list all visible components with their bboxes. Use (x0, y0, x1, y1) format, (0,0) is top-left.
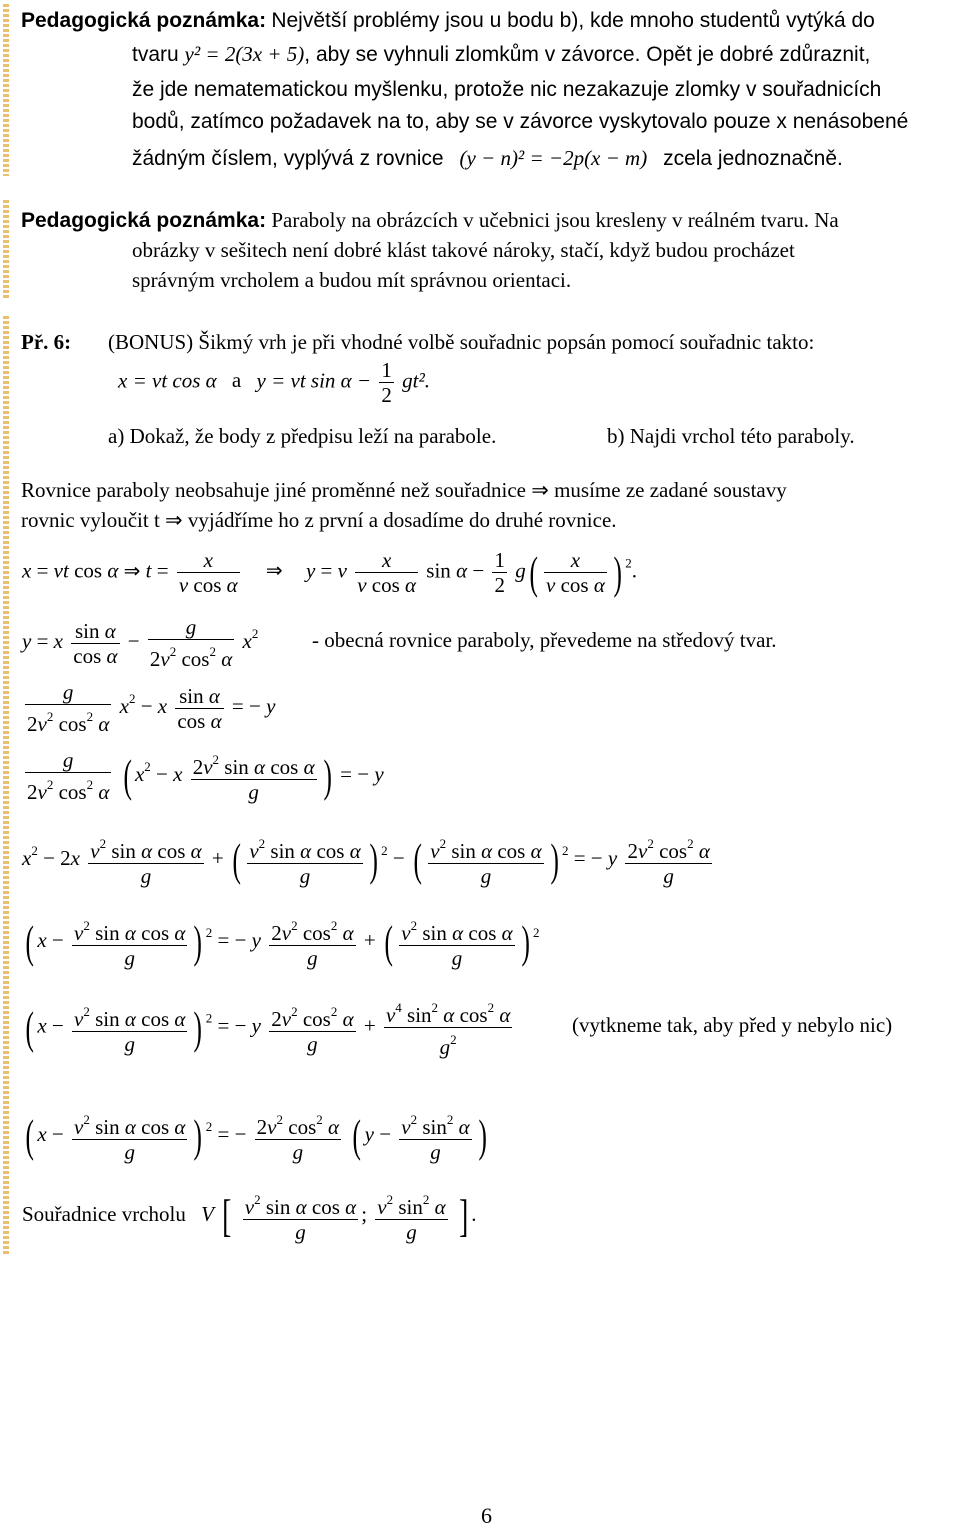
vertex-line: Souřadnice vrcholu V [ $\frac{v^2 \sin \alpha \cos \alpha}{g}$ ; $\frac{v^2 \sin^2 \alpha}{g}$ ] . (22, 1190, 477, 1244)
note1-line5: žádným číslem, vyplývá z rovnice (y − n)² = −2p(x − m) zcela jednoznačně. (132, 146, 843, 170)
page-number: 6 (481, 1503, 492, 1528)
example-part-a: a) Dokaž, že body z předpisu leží na parabole. (108, 424, 497, 448)
note2-line1: Pedagogická poznámka: Paraboly na obrázcích v učebnici jsou kresleny v reálném tvaru. Na (21, 208, 839, 232)
text-line1: Rovnice paraboly neobsahuje jiné proměnné než souřadnice ⇒ musíme ze zadané soustavy (21, 478, 787, 502)
example-line1: (BONUS) Šikmý vrh je při vhodné volbě souřadnic popsán pomocí souřadnic takto: (108, 330, 815, 354)
vertex-label: Souřadnice vrcholu (22, 1201, 186, 1226)
note1-line2: tvaru y² = 2(3x + 5), aby se vyhnuli zlomkům v závorce. Opět je dobré zdůraznit, (132, 42, 871, 66)
math-line5: $x^2 - 2x$ $\frac{v^2 \sin \alpha \cos \alpha}{g}$ + ( $\frac{v^2 \sin \alpha \cos \alpha}{g}$ ) $^2$ − ( $\frac{v^2 \sin \alpha \cos \alpha}{g}$ ) $^2$ = − y $\frac{2v^2 \cos^2 \alpha}{g}$ (22, 834, 710, 888)
example-label: Př. 6: (21, 330, 72, 354)
math-line6: ( x − $\frac{v^2 \sin \alpha \cos \alpha}{g}$ ) $^2$ = − y $\frac{2v^2 \cos^2 \alpha}{g}$ + ( $\frac{v^2 \sin \alpha \cos \alpha}{g}$ ) $^2$ (25, 916, 540, 970)
factor-note: (vytkneme tak, aby před y nebylo nic) (572, 1013, 893, 1037)
math-line4: $\frac{g}{2v^2 \cos^2 \alpha}$ ( $x^2 - x$ $\frac{2v^2 \sin \alpha \cos \alpha}{g}$ ) = − y (27, 748, 384, 804)
note1-line4: bodů, zatímco požadavek na to, aby se v závorce vyskytovalo pouze x nenásobené (132, 110, 909, 133)
math-line8: ( x − $\frac{v^2 \sin \alpha \cos \alpha}{g}$ ) $^2$ = − $\frac{2v^2 \cos^2 \alpha}{g}$ ( y − $\frac{v^2 \sin^2 \alpha}{g}$ ) (25, 1110, 487, 1164)
note2-label: Pedagogická poznámka: (21, 209, 267, 232)
note-margin-bar (3, 200, 9, 300)
example-part-b: b) Najdi vrchol této paraboly. (607, 424, 855, 448)
math-line3: $\frac{g}{2v^2 \cos^2 \alpha}$ $x^2 - x$ $\frac{\text{sin α}}{\text{cos α}}$ = − y (27, 680, 276, 736)
note2-line2: obrázky v sešitech není dobré klást takové nároky, stačí, když budou procházet (132, 238, 795, 262)
math-line7: ( x − $\frac{v^2 \sin \alpha \cos \alpha}{g}$ ) $^2$ = − y $\frac{2v^2 \cos^2 \alpha}{g}$ + $\frac{v^4 \sin^2 \alpha \cos^2 \alpha}{g^2}$ (22, 996, 515, 1059)
general-note: - obecná rovnice paraboly, převedeme na středový tvar. (312, 628, 777, 652)
equation: (y − n)² = −2p(x − m) (459, 146, 648, 170)
note1-line1: Pedagogická poznámka: Největší problémy jsou u bodu b), kde mnoho studentů vytýká do (21, 9, 875, 32)
math-line2: y = x $\frac{\text{sin α}}{\text{cos α}}$ − $\frac{g}{2v^2 \cos^2 \alpha}$ $x^2$ (22, 615, 259, 671)
note1-line3: že jde nematematickou myšlenku, protože nic nezakazuje zlomky v souřadnicích (132, 78, 882, 101)
math-line1: x = vt cos α ⇒ t = $\frac{x}{\text{v cos α}}$ ⇒ y = v $\frac{x}{\text{v cos α}}$ sin α − $\frac{1}{2}$ g( $\frac{x}{\text{v cos α}}$ ) $^2$. (22, 546, 637, 598)
page-margin-bar (3, 316, 9, 1256)
note1-label: Pedagogická poznámka: (21, 9, 267, 32)
equation: y² = 2(3x + 5) (184, 42, 305, 66)
example-equations: x = vt cos α a y = vt sin α − $\frac{1}{2}$ gt². (118, 358, 430, 407)
note-margin-bar (3, 4, 9, 176)
note2-line3: správným vrcholem a budou mít správnou orientaci. (132, 268, 572, 292)
text-line2: rovnic vyloučit t ⇒ vyjádříme ho z první a dosadíme do druhé rovnice. (21, 508, 617, 532)
